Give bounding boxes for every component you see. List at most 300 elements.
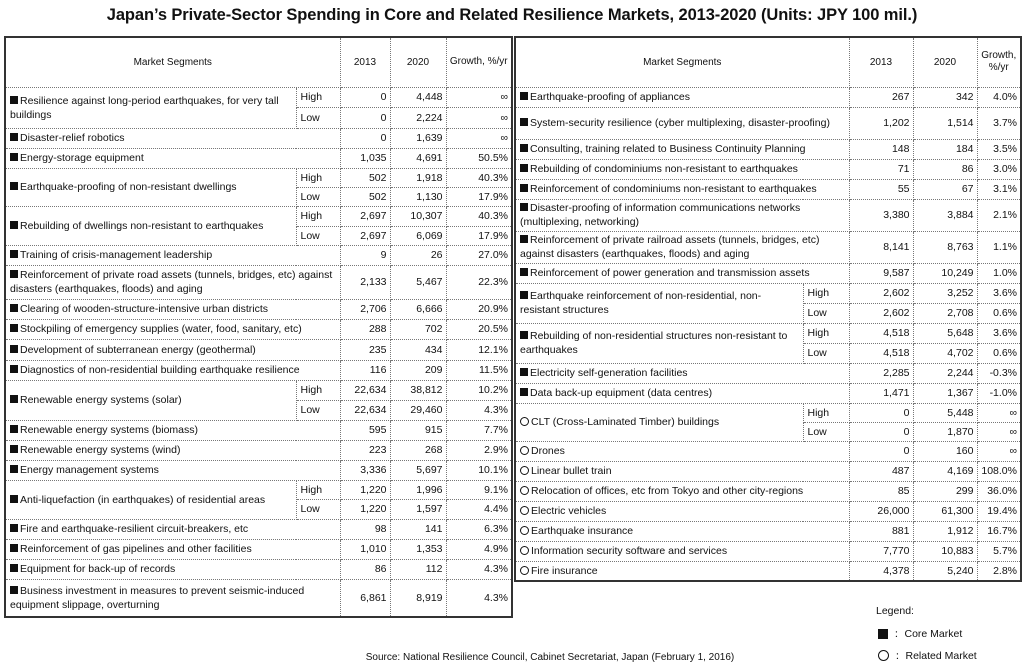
value-2020: 702 — [390, 319, 446, 339]
value-2020: 8,919 — [390, 579, 446, 617]
value-2020: 61,300 — [913, 501, 977, 521]
growth-rate: ∞ — [977, 403, 1021, 422]
value-2020: 1,514 — [913, 107, 977, 139]
segment-name: Renewable energy systems (biomass) — [20, 424, 198, 436]
value-2013: 3,336 — [340, 460, 390, 480]
core-market-icon — [878, 629, 888, 639]
market-segment-label — [5, 206, 296, 245]
segment-name: Energy management systems — [20, 464, 159, 476]
growth-rate: -0.3% — [977, 363, 1021, 383]
segment-name: Rebuilding of condominiums non-resistant to earthquakes — [530, 163, 798, 175]
growth-rate: 4.3% — [446, 579, 512, 617]
value-2020: 38,812 — [390, 380, 446, 400]
table-row — [5, 87, 512, 107]
core-market-icon — [520, 388, 528, 396]
value-2020: 1,597 — [390, 499, 446, 519]
market-segment-label — [515, 231, 849, 263]
segment-name: Renewable energy systems (solar) — [20, 394, 182, 406]
growth-rate: ∞ — [446, 128, 512, 148]
value-2020: 184 — [913, 139, 977, 159]
market-segment-label — [5, 299, 340, 319]
value-2013: 502 — [340, 187, 390, 206]
segment-name: Earthquake reinforcement of non-residential, non-resistant structures — [520, 290, 762, 316]
growth-rate: -1.0% — [977, 383, 1021, 403]
market-segment-label — [5, 128, 340, 148]
value-2020: 1,130 — [390, 187, 446, 206]
market-segment-label — [5, 245, 340, 265]
value-2020: 2,224 — [390, 107, 446, 128]
market-segment-label — [515, 179, 849, 199]
market-segment-label — [515, 461, 849, 481]
value-2020: 4,702 — [913, 343, 977, 363]
value-2020: 160 — [913, 441, 977, 461]
market-segment-label — [515, 107, 849, 139]
value-2013: 8,141 — [849, 231, 913, 263]
growth-rate: 1.0% — [977, 263, 1021, 283]
core-market-icon — [10, 365, 18, 373]
growth-rate: 10.2% — [446, 380, 512, 400]
segment-name: Data back-up equipment (data centres) — [530, 387, 713, 399]
scenario-level: High — [803, 403, 849, 422]
legend-core-label: ：Core Market — [894, 628, 963, 640]
value-2013: 0 — [849, 441, 913, 461]
market-segment-label — [515, 441, 849, 461]
growth-rate: 12.1% — [446, 339, 512, 360]
scenario-level: Low — [296, 187, 340, 206]
value-2013: 71 — [849, 159, 913, 179]
value-2013: 1,220 — [340, 499, 390, 519]
value-2020: 26 — [390, 245, 446, 265]
market-segment-label — [515, 323, 803, 363]
related-market-icon — [520, 566, 529, 575]
growth-rate: ∞ — [977, 422, 1021, 441]
core-market-icon — [520, 118, 528, 126]
legend-core-item — [878, 626, 977, 641]
segment-name: Reinforcement of power generation and transmission assets — [530, 267, 810, 279]
growth-rate: 3.0% — [977, 159, 1021, 179]
table-row — [515, 87, 1021, 107]
segment-name: Reinforcement of private railroad assets (tunnels, bridges, etc) against disasters (earthquakes, floods) and aging — [520, 234, 820, 260]
market-segment-label — [515, 363, 849, 383]
segment-name: Earthquake-proofing of non-resistant dwellings — [20, 181, 237, 193]
segment-name: Stockpiling of emergency supplies (water, food, sanitary, etc) — [20, 323, 302, 335]
value-2013: 2,133 — [340, 265, 390, 299]
scenario-level: High — [296, 87, 340, 107]
value-2013: 4,518 — [849, 343, 913, 363]
segment-name: Rebuilding of non-residential structures non-resistant to earthquakes — [520, 330, 788, 356]
segment-name: Reinforcement of condominiums non-resistant to earthquakes — [530, 183, 817, 195]
header-2020: 2020 — [390, 37, 446, 87]
value-2013: 2,697 — [340, 226, 390, 245]
market-segment-label — [515, 561, 849, 581]
value-2020: 1,912 — [913, 521, 977, 541]
market-segment-label — [5, 460, 340, 480]
growth-rate: 11.5% — [446, 360, 512, 380]
market-segment-label — [5, 168, 296, 206]
table-row — [5, 559, 512, 579]
value-2013: 3,380 — [849, 199, 913, 231]
value-2013: 223 — [340, 440, 390, 460]
growth-rate: 2.8% — [977, 561, 1021, 581]
header-growth: Growth, %/yr — [977, 37, 1021, 87]
growth-rate: 50.5% — [446, 148, 512, 168]
growth-rate: ∞ — [977, 441, 1021, 461]
growth-rate: 4.9% — [446, 539, 512, 559]
market-segment-label — [515, 139, 849, 159]
value-2013: 7,770 — [849, 541, 913, 561]
table-row — [515, 501, 1021, 521]
segment-name: Electric vehicles — [531, 505, 607, 517]
table-row — [515, 561, 1021, 581]
value-2020: 8,763 — [913, 231, 977, 263]
growth-rate: 19.4% — [977, 501, 1021, 521]
market-segment-label — [515, 521, 849, 541]
core-market-icon — [10, 544, 18, 552]
value-2013: 487 — [849, 461, 913, 481]
left-market-table — [4, 36, 513, 618]
market-segment-label — [515, 263, 849, 283]
market-segment-label — [5, 265, 340, 299]
market-segment-label — [5, 148, 340, 168]
growth-rate: 3.5% — [977, 139, 1021, 159]
value-2013: 235 — [340, 339, 390, 360]
value-2020: 1,996 — [390, 480, 446, 499]
value-2013: 1,035 — [340, 148, 390, 168]
core-market-icon — [10, 445, 18, 453]
table-row — [5, 245, 512, 265]
growth-rate: 36.0% — [977, 481, 1021, 501]
growth-rate: 2.1% — [977, 199, 1021, 231]
table-row — [515, 199, 1021, 231]
market-segment-label — [5, 559, 340, 579]
segment-name: Earthquake-proofing of appliances — [530, 91, 690, 103]
market-segment-label — [515, 87, 849, 107]
table-row — [5, 579, 512, 617]
growth-rate: 7.7% — [446, 420, 512, 440]
market-segment-label — [5, 360, 340, 380]
segment-name: Clearing of wooden-structure-intensive urban districts — [20, 303, 269, 315]
value-2013: 22,634 — [340, 380, 390, 400]
legend-title: Legend: — [876, 605, 914, 617]
value-2020: 268 — [390, 440, 446, 460]
growth-rate: 40.3% — [446, 168, 512, 187]
value-2013: 288 — [340, 319, 390, 339]
value-2020: 342 — [913, 87, 977, 107]
segment-name: Training of crisis-management leadership — [20, 249, 213, 261]
market-segment-label — [5, 339, 340, 360]
core-market-icon — [520, 92, 528, 100]
scenario-level: Low — [803, 303, 849, 323]
header-2013: 2013 — [849, 37, 913, 87]
table-row — [515, 283, 1021, 303]
value-2020: 915 — [390, 420, 446, 440]
value-2013: 2,697 — [340, 206, 390, 226]
core-market-icon — [10, 324, 18, 332]
segment-name: Diagnostics of non-residential building earthquake resilience — [20, 364, 300, 376]
core-market-icon — [10, 153, 18, 161]
market-segment-label — [5, 440, 340, 460]
core-market-icon — [10, 495, 18, 503]
related-market-icon — [520, 486, 529, 495]
core-market-icon — [10, 96, 18, 104]
value-2020: 209 — [390, 360, 446, 380]
value-2020: 1,367 — [913, 383, 977, 403]
header-market-segments: Market Segments — [5, 37, 340, 87]
market-segment-label — [515, 199, 849, 231]
table-row — [515, 541, 1021, 561]
table-row — [5, 460, 512, 480]
growth-rate: 1.1% — [977, 231, 1021, 263]
segment-name: Fire insurance — [531, 564, 598, 577]
table-row — [5, 168, 512, 187]
segment-name: Electricity self-generation facilities — [530, 367, 688, 379]
table-row — [515, 179, 1021, 199]
market-segment-label — [515, 541, 849, 561]
table-row — [515, 323, 1021, 343]
growth-rate: ∞ — [446, 87, 512, 107]
market-segment-label — [5, 319, 340, 339]
growth-rate: 6.3% — [446, 519, 512, 539]
value-2013: 86 — [340, 559, 390, 579]
growth-rate: 0.6% — [977, 303, 1021, 323]
market-segment-label — [515, 383, 849, 403]
value-2020: 5,467 — [390, 265, 446, 299]
page-title: Japan’s Private-Sector Spending in Core and Related Resilience Markets, 2013-2020 (Units: JPY 100 mil.) — [106, 6, 918, 24]
table-row — [515, 403, 1021, 422]
core-market-icon — [10, 270, 18, 278]
header-2013: 2013 — [340, 37, 390, 87]
value-2020: 1,353 — [390, 539, 446, 559]
value-2020: 1,870 — [913, 422, 977, 441]
market-segment-label — [515, 283, 803, 323]
value-2020: 5,648 — [913, 323, 977, 343]
segment-name: Energy-storage equipment — [20, 152, 144, 164]
table-row — [5, 519, 512, 539]
market-segment-label — [515, 403, 803, 441]
value-2013: 0 — [849, 403, 913, 422]
growth-rate: 5.7% — [977, 541, 1021, 561]
segment-name: Development of subterranean energy (geothermal) — [20, 343, 256, 356]
growth-rate: 3.6% — [977, 323, 1021, 343]
segment-name: Relocation of offices, etc from Tokyo and other city-regions — [531, 485, 804, 497]
segment-name: Reinforcement of gas pipelines and other facilities — [20, 543, 252, 555]
core-market-icon — [520, 144, 528, 152]
value-2013: 1,220 — [340, 480, 390, 499]
segment-name: Renewable energy systems (wind) — [20, 444, 181, 456]
related-market-icon — [520, 446, 529, 455]
source-note: Source: National Resilience Council, Cabinet Secretariat, Japan (February 1, 2016) — [365, 652, 735, 663]
growth-rate: 0.6% — [977, 343, 1021, 363]
value-2013: 2,706 — [340, 299, 390, 319]
segment-name: Equipment for back-up of records — [20, 563, 176, 575]
growth-rate: 3.1% — [977, 179, 1021, 199]
market-segment-label — [5, 539, 340, 559]
value-2020: 141 — [390, 519, 446, 539]
table-row — [5, 319, 512, 339]
core-market-icon — [10, 425, 18, 433]
growth-rate: 4.0% — [977, 87, 1021, 107]
core-market-icon — [520, 235, 528, 243]
growth-rate: 9.1% — [446, 480, 512, 499]
core-market-icon — [10, 465, 18, 473]
value-2020: 4,691 — [390, 148, 446, 168]
table-row — [5, 420, 512, 440]
table-row — [5, 148, 512, 168]
core-market-icon — [10, 564, 18, 572]
table-row — [515, 521, 1021, 541]
value-2013: 9,587 — [849, 263, 913, 283]
core-market-icon — [520, 164, 528, 172]
value-2020: 5,240 — [913, 561, 977, 581]
segment-name: Resilience against long-period earthquakes, for very tall buildings — [10, 94, 279, 121]
related-market-icon — [520, 506, 529, 515]
scenario-level: Low — [296, 400, 340, 420]
growth-rate: 17.9% — [446, 226, 512, 245]
growth-rate: 20.9% — [446, 299, 512, 319]
value-2020: 2,708 — [913, 303, 977, 323]
value-2020: 6,069 — [390, 226, 446, 245]
market-segment-label — [515, 481, 849, 501]
value-2013: 1,471 — [849, 383, 913, 403]
table-row — [515, 441, 1021, 461]
value-2013: 85 — [849, 481, 913, 501]
value-2013: 22,634 — [340, 400, 390, 420]
value-2013: 0 — [340, 128, 390, 148]
growth-rate: 2.9% — [446, 440, 512, 460]
value-2020: 3,884 — [913, 199, 977, 231]
value-2020: 3,252 — [913, 283, 977, 303]
core-market-icon — [10, 524, 18, 532]
growth-rate: 10.1% — [446, 460, 512, 480]
core-market-icon — [520, 331, 528, 339]
growth-rate: 40.3% — [446, 206, 512, 226]
value-2020: 10,307 — [390, 206, 446, 226]
scenario-level: Low — [296, 107, 340, 128]
segment-name: Drones — [531, 445, 565, 457]
value-2013: 0 — [340, 87, 390, 107]
header-growth: Growth, %/yr — [446, 37, 512, 87]
segment-name: Linear bullet train — [531, 465, 612, 477]
core-market-icon — [520, 203, 528, 211]
growth-rate: 17.9% — [446, 187, 512, 206]
value-2013: 2,602 — [849, 283, 913, 303]
value-2013: 6,861 — [340, 579, 390, 617]
value-2020: 5,448 — [913, 403, 977, 422]
value-2013: 881 — [849, 521, 913, 541]
scenario-level: Low — [803, 343, 849, 363]
market-segment-label — [5, 420, 340, 440]
value-2013: 116 — [340, 360, 390, 380]
core-market-icon — [10, 586, 18, 594]
value-2020: 1,918 — [390, 168, 446, 187]
value-2013: 4,378 — [849, 561, 913, 581]
market-segment-label — [515, 159, 849, 179]
table-row — [5, 299, 512, 319]
core-market-icon — [520, 368, 528, 376]
value-2020: 67 — [913, 179, 977, 199]
value-2013: 148 — [849, 139, 913, 159]
segment-name: Disaster-relief robotics — [20, 132, 125, 144]
value-2020: 4,448 — [390, 87, 446, 107]
growth-rate: 27.0% — [446, 245, 512, 265]
value-2020: 1,639 — [390, 128, 446, 148]
growth-rate: 3.7% — [977, 107, 1021, 139]
table-row — [5, 206, 512, 226]
value-2020: 2,244 — [913, 363, 977, 383]
value-2013: 55 — [849, 179, 913, 199]
core-market-icon — [10, 395, 18, 403]
scenario-level: High — [296, 480, 340, 499]
market-segment-label — [5, 519, 340, 539]
value-2013: 267 — [849, 87, 913, 107]
value-2020: 29,460 — [390, 400, 446, 420]
core-market-icon — [10, 221, 18, 229]
value-2013: 98 — [340, 519, 390, 539]
scenario-level: Low — [296, 226, 340, 245]
table-row — [515, 139, 1021, 159]
value-2013: 502 — [340, 168, 390, 187]
segment-name: Reinforcement of private road assets (tunnels, bridges, etc) against disasters (earthquakes, floods) and aging — [10, 269, 333, 295]
scenario-level: High — [296, 206, 340, 226]
growth-rate: 3.6% — [977, 283, 1021, 303]
table-row — [515, 159, 1021, 179]
scenario-level: High — [803, 283, 849, 303]
segment-name: Business investment in measures to prevent seismic-induced equipment slippage, overturning — [10, 584, 305, 611]
segment-name: Earthquake insurance — [531, 525, 634, 537]
core-market-icon — [10, 182, 18, 190]
market-segment-label — [5, 380, 296, 420]
header-2020: 2020 — [913, 37, 977, 87]
segment-name: System-security resilience (cyber multiplexing, disaster-proofing) — [530, 117, 830, 129]
table-row — [515, 461, 1021, 481]
market-segment-label — [5, 579, 340, 617]
table-row — [515, 383, 1021, 403]
table-row — [5, 539, 512, 559]
segment-name: Rebuilding of dwellings non-resistant to earthquakes — [20, 219, 264, 232]
value-2020: 299 — [913, 481, 977, 501]
market-segment-label — [515, 501, 849, 521]
segment-name: CLT (Cross-Laminated Timber) buildings — [531, 416, 720, 428]
table-row — [515, 263, 1021, 283]
scenario-level: High — [296, 380, 340, 400]
core-market-icon — [10, 133, 18, 141]
scenario-level: Low — [296, 499, 340, 519]
value-2020: 5,697 — [390, 460, 446, 480]
core-market-icon — [10, 250, 18, 258]
value-2013: 0 — [849, 422, 913, 441]
value-2013: 1,202 — [849, 107, 913, 139]
core-market-icon — [520, 291, 528, 299]
growth-rate: 108.0% — [977, 461, 1021, 481]
value-2020: 6,666 — [390, 299, 446, 319]
table-row — [515, 363, 1021, 383]
value-2013: 595 — [340, 420, 390, 440]
table-row — [5, 380, 512, 400]
value-2013: 0 — [340, 107, 390, 128]
table-row — [5, 339, 512, 360]
core-market-icon — [520, 268, 528, 276]
table-row — [5, 360, 512, 380]
growth-rate: 22.3% — [446, 265, 512, 299]
scenario-level: High — [296, 168, 340, 187]
value-2013: 1,010 — [340, 539, 390, 559]
value-2013: 9 — [340, 245, 390, 265]
right-market-table — [514, 36, 1022, 582]
segment-name: Information security software and services — [531, 545, 728, 557]
legend-related-label: ：Related Market — [895, 650, 977, 662]
value-2020: 434 — [390, 339, 446, 360]
growth-rate: 16.7% — [977, 521, 1021, 541]
